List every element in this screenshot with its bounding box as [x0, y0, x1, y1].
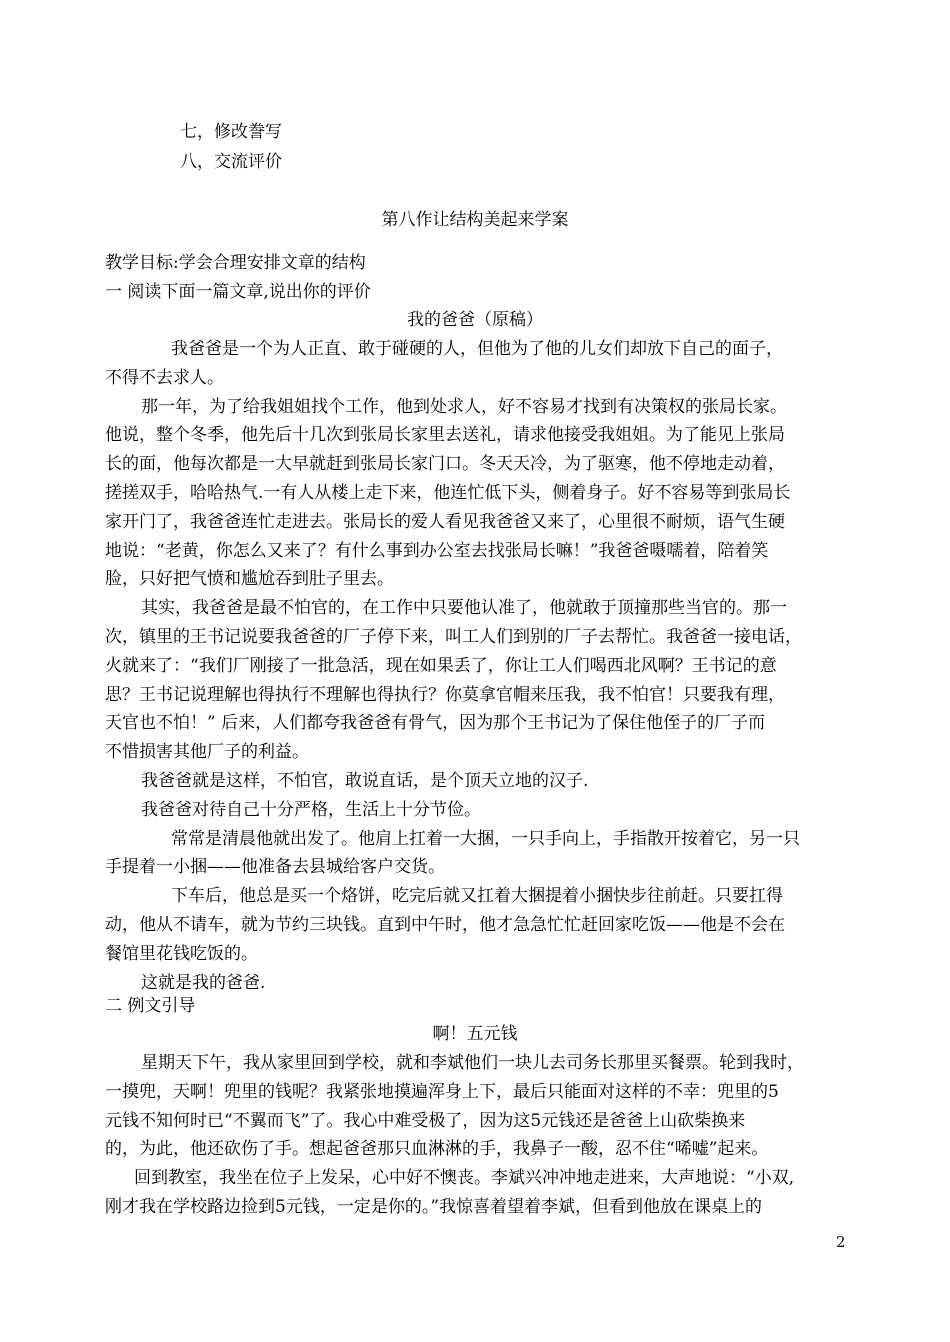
text-line: 星期天下午，我从家里回到学校，就和李斌他们一块儿去司务长那里买餐票。轮到我时， [141, 1053, 804, 1073]
text-line: 下车后，他总是买一个烙饼，吃完后就又扛着大捆提着小捆快步往前赶。只要扛得 [171, 886, 783, 907]
text-line: 搓搓双手，哈哈热气.一有人从楼上走下来，他连忙低下头，侧着身子。好不容易等到张局长 [105, 483, 791, 503]
text-line: 元钱不知何时已“不翼而飞”了。我心中难受极了，因为这5元钱还是爸爸上山砍柴换来 [105, 1110, 746, 1131]
text-line: 动，他从不请车，就为节约三块钱。直到中午时，他才急急忙忙赶回家吃饭——他是不会在 [105, 915, 785, 935]
page-title: 第八作让结构美起来学案 [381, 210, 569, 230]
text-line: 天官也不怕！” 后来，人们都夸我爸爸有骨气，因为那个王书记为了保住他侄子的厂子而 [105, 713, 766, 734]
text-line: 一摸兜，天啊！兜里的钱呢？我紧张地摸遍浑身上下，最后只能面对这样的不幸：兜里的5 [105, 1081, 779, 1102]
text-line: 长的面，他每次都是一大早就赶到张局长家门口。冬天天冷，为了驱寒，他不停地走动着， [105, 454, 785, 475]
text-line: 不惜损害其他厂子的利益。 [105, 742, 309, 763]
text-line: 火就来了：“我们厂刚接了一批急活，现在如果丢了，你让工人们喝西北风啊？王书记的意 [105, 655, 777, 676]
text-line: 手提着一小捆——他准备去县城给客户交货。 [105, 857, 445, 878]
text-line: 思？王书记说理解也得执行不理解也得执行？你莫拿官帽来压我，我不怕官！只要我有理， [105, 684, 785, 705]
essay-title: 啊！五元钱 [432, 1024, 518, 1044]
text-line: 的，为此，他还砍伤了手。想起爸爸那只血淋淋的手，我鼻子一酸，忍不住“唏嘘”起来。 [105, 1139, 769, 1160]
text-line: 那一年，为了给我姐姐找个工作，他到处求人，好不容易才找到有决策权的张局长家。 [141, 396, 787, 417]
page-number: 2 [836, 1233, 846, 1251]
text-line: 我爸爸是一个为人正直、敢于碰硬的人，但他为了他的儿女们却放下自己的面子， [171, 339, 783, 359]
text-line: 家开门了，我爸爸连忙走进去。张局长的爱人看见我爸爸又来了，心里很不耐烦，语气生硬 [105, 511, 785, 532]
text-line: 他说，整个冬季，他先后十几次到张局长家里去送礼，请求他接受我姐姐。为了能见上张局 [105, 425, 785, 446]
list-item: 七，修改誊写 [180, 122, 282, 142]
teaching-goal: 教学目标:学会合理安排文章的结构 [105, 253, 366, 273]
text-line: 餐馆里花钱吃饭的。 [105, 943, 258, 964]
text-line: 回到教室，我坐在位子上发呆，心中好不懊丧。李斌兴冲冲地走进来，大声地说：“小双, [134, 1168, 795, 1189]
section-heading: 一 阅读下面一篇文章,说出你的评价 [105, 282, 371, 302]
text-line: 不得不去求人。 [105, 367, 224, 388]
text-line: 刚才我在学校路边捡到5元钱，一定是你的。”我惊喜着望着李斌，但看到他放在课桌上的 [105, 1197, 763, 1217]
text-line: 我爸爸就是这样，不怕官，敢说直话，是个顶天立地的汉子. [141, 771, 589, 791]
text-line: 次，镇里的王书记说要我爸爸的厂子停下来，叫工人们到别的厂子去帮忙。我爸爸一接电话， [105, 627, 802, 647]
essay-title: 我的爸爸（原稿） [407, 310, 543, 330]
text-line: 地说：“老黄，你怎么又来了？有什么事到办公室去找张局长嘛！”我爸爸嗫嚅着，陪着笑 [105, 540, 769, 561]
text-line: 其实，我爸爸是最不怕官的，在工作中只要他认准了，他就敢于顶撞那些当官的。那一 [141, 598, 787, 619]
text-line: 这就是我的爸爸. [141, 972, 266, 993]
list-item: 八，交流评价 [180, 152, 282, 172]
section-heading: 二 例文引导 [105, 996, 196, 1016]
text-line: 我爸爸对待自己十分严格，生活上十分节俭。 [141, 799, 481, 820]
text-line: 脸，只好把气愤和尴尬吞到肚子里去。 [105, 569, 394, 590]
text-line: 常常是清晨他就出发了。他肩上扛着一大捆，一只手向上，手指散开按着它，另一只 [171, 828, 800, 849]
